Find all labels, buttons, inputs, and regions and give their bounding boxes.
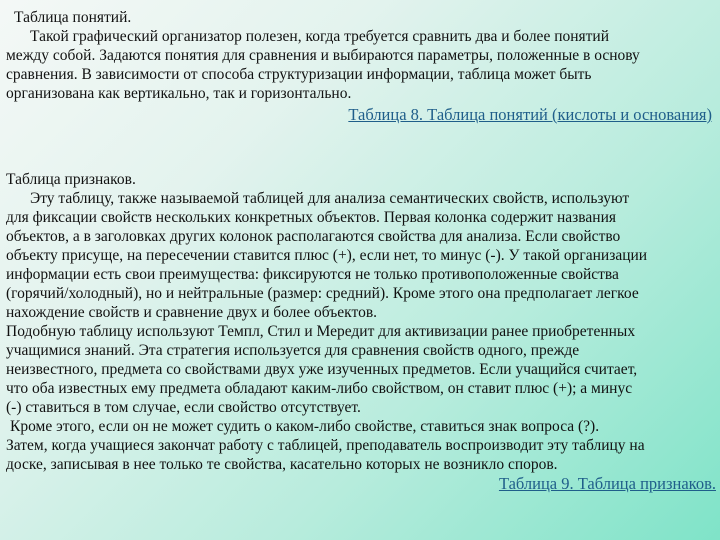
paragraph-line: для фиксации свойств нескольких конкретных объектов. Первая колонка содержит названия (6, 209, 617, 226)
paragraph-line: (горячий/холодный), но и нейтральные (размер: средний). Кроме этого она предполагает легкое (6, 285, 639, 302)
paragraph-line: Затем, когда учащиеся закончат работу с таблицей, преподаватель воспроизводит эту таблицу на (6, 437, 645, 454)
link-table-8[interactable]: Таблица 8. Таблица понятий (кислоты и основания) (348, 105, 712, 124)
paragraph-line: сравнения. В зависимости от способа структуризации информации, таблица может быть (6, 66, 592, 83)
paragraph-line: объекту присуще, на пересечении ставится плюс (+), если нет, то минус (-). У такой организации (6, 247, 648, 264)
paragraph-line: информации есть свои преимущества: фиксируются не только противоположенные свойства (6, 266, 619, 283)
heading-feature-table: Таблица признаков. (6, 171, 136, 188)
paragraph-line: Такой графический организатор полезен, когда требуется сравнить два и более понятий (30, 28, 610, 45)
paragraph-line: Кроме этого, если он не может судить о каком-либо свойстве, ставиться знак вопроса (?). (10, 418, 600, 435)
paragraph-line: Подобную таблицу используют Темпл, Стил и Мередит для активизации ранее приобретенных (6, 323, 636, 340)
paragraph-line: доске, записывая в нее только те свойства, касательно которых не возникло споров. (6, 456, 558, 473)
paragraph-line: что оба известных ему предмета обладают каким-либо свойством, он ставит плюс (+); а минус (6, 380, 633, 397)
link-table-9[interactable]: Таблица 9. Таблица признаков. (498, 474, 716, 493)
paragraph-line: между собой. Задаются понятия для сравнения и выбираются параметры, положенные в основу (6, 47, 640, 64)
paragraph-line: организована как вертикально, так и горизонтально. (6, 85, 352, 102)
heading-concept-table: Таблица понятий. (14, 9, 132, 26)
paragraph-line: учащимися знаний. Эта стратегия используется для сравнения свойств одного, прежде (6, 342, 580, 359)
paragraph-line: объектов, а в заголовках других колонок располагаются свойства для анализа. Если свойство (6, 228, 621, 245)
paragraph-line: Эту таблицу, также называемой таблицей для анализа семантических свойств, используют (30, 190, 630, 207)
paragraph-line: (-) ставиться в том случае, если свойство отсутствует. (6, 399, 361, 416)
paragraph-line: нахождение свойств и сравнение двух и более объектов. (6, 304, 378, 321)
paragraph-line: неизвестного, предмета со свойствами двух уже изученных предметов. Если учащийся считает, (6, 361, 638, 378)
